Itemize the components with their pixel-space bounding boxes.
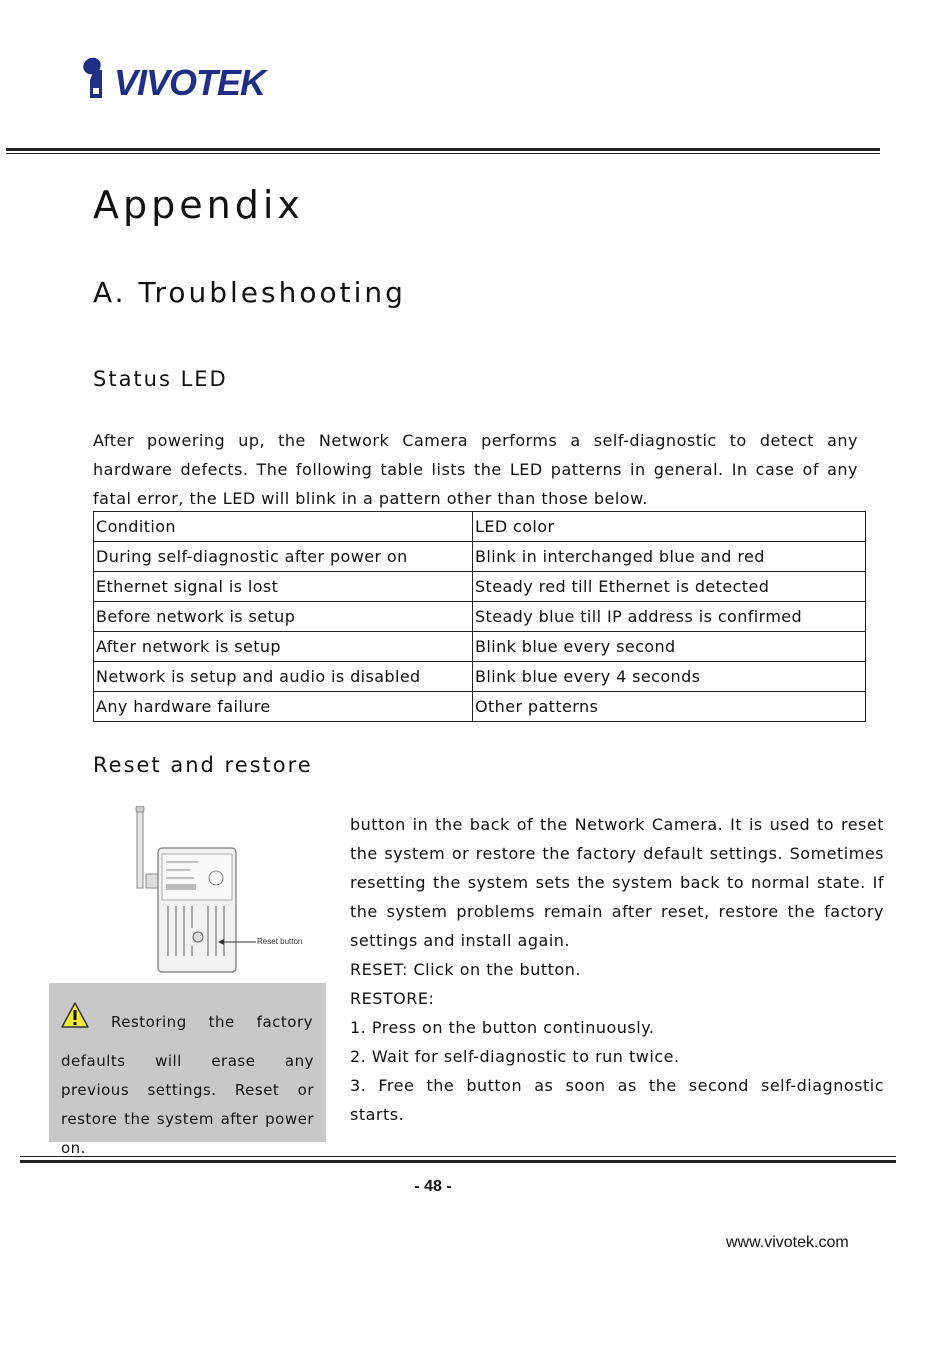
table-cell: After network is setup [94,632,473,662]
table-cell: Blink blue every second [473,632,866,662]
table-cell: During self-diagnostic after power on [94,542,473,572]
footer-rule [20,1160,896,1163]
table-cell: Blink blue every 4 seconds [473,662,866,692]
restore-step: 2. Wait for self-diagnostic to run twice. [350,1047,680,1066]
table-row [94,692,866,722]
footer-url: www.vivotek.com [726,1234,849,1251]
status-led-intro: After powering up, the Network Camera performs a self-diagnostic to detect any hardware defects. The following table lists the LED patterns in general. In case of any fatal error, the LED will blink in a pattern other than those below. [93,431,858,508]
logo-text: VIVOTEK [114,62,266,103]
reset-line: RESET: Click on the button. [350,960,581,979]
table-row [94,572,866,602]
footer-rule-thin [20,1156,896,1157]
table-row [94,602,866,632]
table-cell: Any hardware failure [94,692,473,722]
reset-restore-heading: Reset and restore [93,753,313,777]
table-row [94,542,866,572]
logo-mark-icon [78,54,118,104]
table-cell: Steady blue till IP address is confirmed [473,602,866,632]
table-row [94,632,866,662]
warning-box [49,983,326,1157]
warning-text: defaults will erase any previous settings. Reset or restore the system after power on. [61,1052,314,1157]
table-cell: Network is setup and audio is disabled [94,662,473,692]
header-rule [6,148,880,151]
table-cell: Before network is setup [94,602,473,632]
section-heading: A. Troubleshooting [93,276,406,309]
status-led-heading: Status LED [93,367,228,391]
restore-line: RESTORE: [350,989,435,1008]
led-table [93,511,866,722]
table-cell: Ethernet signal is lost [94,572,473,602]
table-header-row [94,512,866,542]
table-header-cell: LED color [473,512,866,542]
table-cell: Blink in interchanged blue and red [473,542,866,572]
header-rule-thin [6,153,880,154]
page-title: Appendix [93,183,304,227]
page-number: - 48 - [414,1178,452,1195]
table-cell: Steady red till Ethernet is detected [473,572,866,602]
warning-text-first-line: Restoring the factory [111,1013,313,1031]
restore-step: 1. Press on the button continuously. [350,1018,655,1037]
warning-icon [61,1001,89,1029]
table-row [94,662,866,692]
reset-instructions [350,810,884,1129]
camera-rear-illustration [128,806,318,978]
reset-button-label: Reset button [257,937,303,946]
reset-description: button in the back of the Network Camera. It is used to reset the system or restore the factory default settings. Sometimes resetting the system sets the system back to normal state. If the system problems remain after reset, restore the factory settings and install again. [350,815,884,950]
restore-step: 3. Free the button as soon as the second self-diagnostic starts. [350,1076,884,1124]
table-cell: Other patterns [473,692,866,722]
table-header-cell: Condition [94,512,473,542]
vivotek-logo [78,54,288,106]
